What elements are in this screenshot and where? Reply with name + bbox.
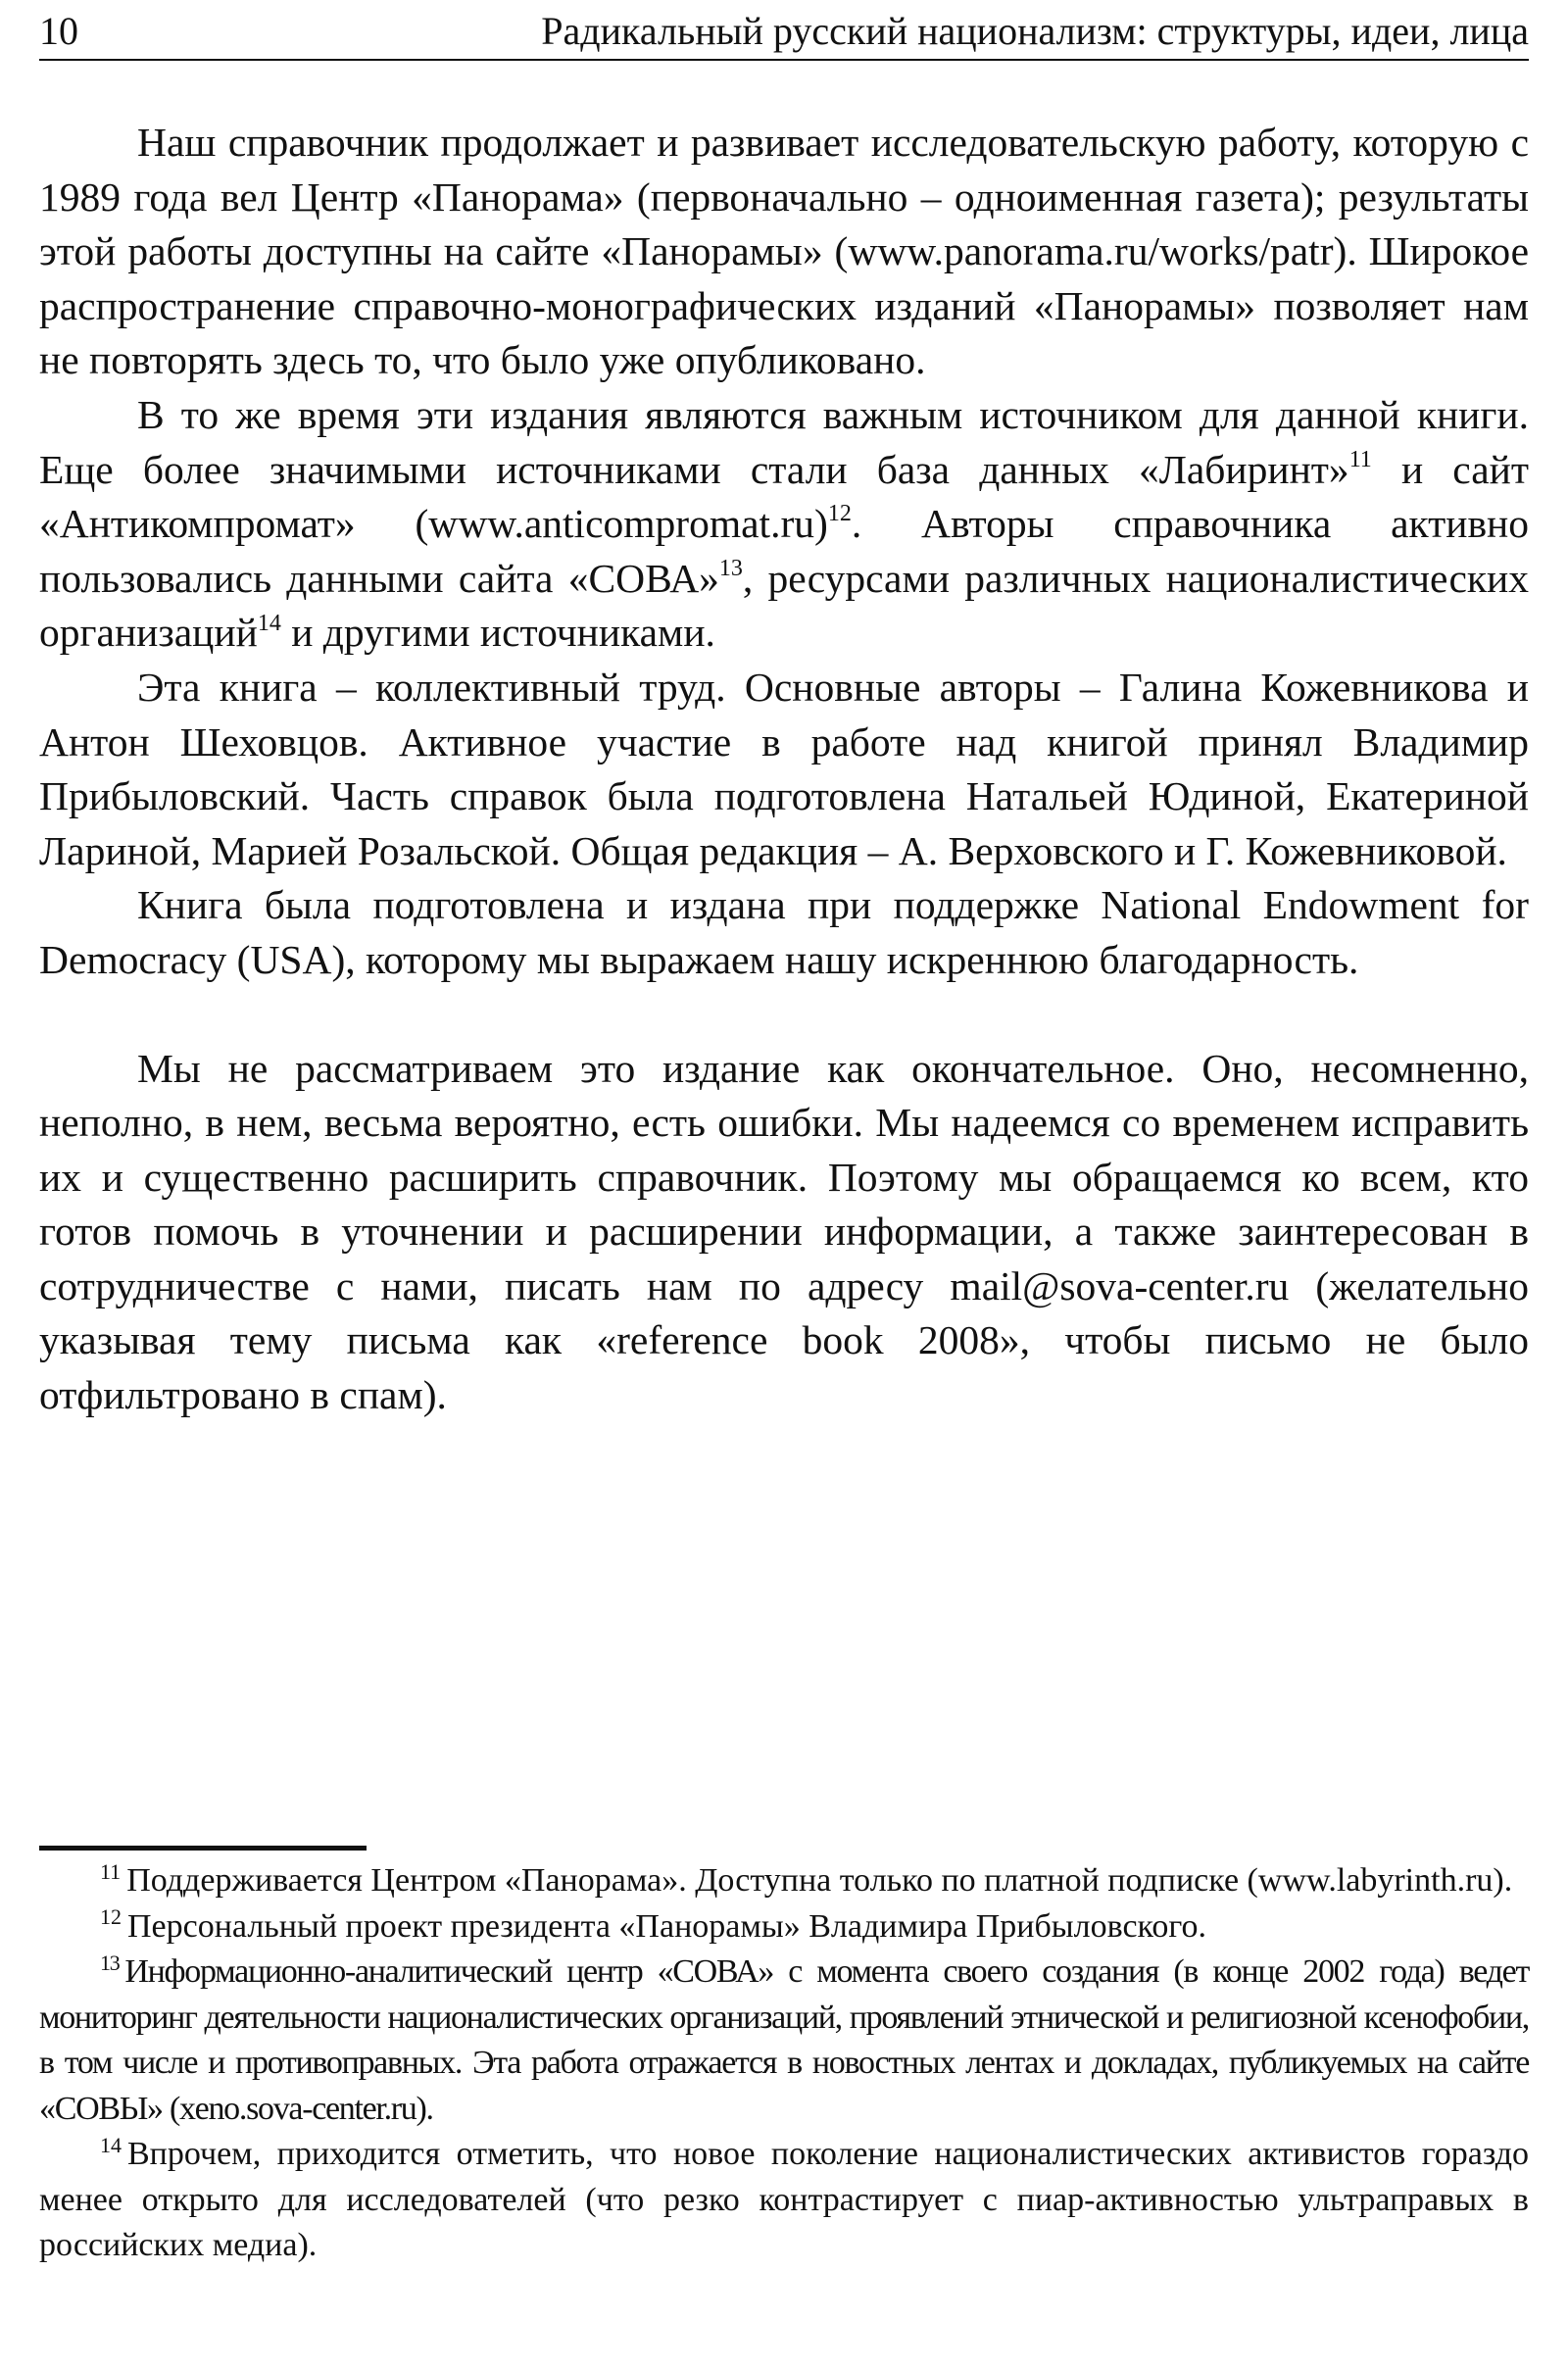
running-title: Радикальный русский национализм: структуры, идеи, лица <box>541 9 1529 53</box>
footnote-mark: 14 <box>100 2132 122 2157</box>
paragraph-2-part-a: В то же время эти издания являются важным источником для данной книги. Еще более значимыми источниками стали база данных «Лабиринт» <box>39 391 1529 492</box>
book-page <box>39 0 1529 2370</box>
footnote-text: Информационно-аналитический центр «СОВА» с момента своего создания (в конце 2002 года) ведет мониторинг деятельности националистических организаций, проявлений этнической и религиозной ксенофобии, в том числе и противоправных. Эта работа отражается в новостных лентах и докладах, публикуемых на сайте «СОВЫ» (xeno.sova-center.ru). <box>39 1953 1529 2127</box>
footnote-ref-13[interactable]: 13 <box>718 555 743 581</box>
footnote-text: Впрочем, приходится отметить, что новое поколение националистических активистов гораздо менее открыто для исследователей (что резко контрастирует с пиар-активностью ультраправых в российских медиа). <box>39 2136 1529 2263</box>
paragraph-2 <box>39 388 1529 661</box>
footnote-mark: 11 <box>100 1858 122 1884</box>
footnote-ref-11[interactable]: 11 <box>1348 446 1372 472</box>
paragraph-2-part-b: и сайт «Антикомпромат» (www.anticompromat.ru) <box>39 446 1529 547</box>
paragraph-2-part-c: . Авторы справочника активно пользовались данными сайта «СОВА» <box>39 501 1529 601</box>
paragraph-3: Эта книга – коллективный труд. Основные авторы – Галина Кожевникова и Антон Шеховцов. Активное участие в работе над книгой принял Владимир Прибыловский. Часть справок была подготовлена Натальей Юдиной, Екатериной Лариной, Марией Розальской. Общая редакция – А. Верховского и Г. Кожевниковой. <box>39 664 1529 873</box>
paragraph-2-part-e: и другими источниками. <box>280 610 715 656</box>
page-number: 10 <box>39 9 78 53</box>
footnote-text: Персональный проект президента «Панорамы» Владимира Прибыловского. <box>127 1907 1206 1945</box>
footnote-mark: 13 <box>100 1950 120 1975</box>
footnotes <box>39 1858 1529 2269</box>
footnote-mark: 12 <box>100 1904 122 1930</box>
footnote-ref-12[interactable]: 12 <box>827 501 852 527</box>
running-head <box>39 4 1529 61</box>
footnote-11 <box>39 1858 1529 1904</box>
main-text <box>39 116 1529 1423</box>
footnote-text: Поддерживается Центром «Панорама». Доступна только по платной подписке (www.labyrinth.ru). <box>126 1862 1513 1899</box>
paragraph-5: Мы не рассматриваем это издание как окончательное. Оно, несомненно, неполно, в нем, весьма вероятно, есть ошибки. Мы надеемся со временем исправить их и существенно расширить справочник. Поэтому мы обращаемся ко всем, кто готов помочь в уточнении и расширении информации, а также заинтересован в сотрудничестве с нами, писать нам по адресу mail@sova-center.ru (желательно указывая тему письма как «reference book 2008», чтобы письмо не было отфильтровано в спам). <box>39 1045 1529 1418</box>
paragraph-1: Наш справочник продолжает и развивает исследовательскую работу, которую с 1989 года вел Центр «Панорама» (первоначально – одноименная газета); результаты этой работы доступны на сайте «Панорамы» (www.panorama.ru/works/patr). Широкое распространение справочно-монографических изданий «Панорамы» позволяет нам не повторять здесь то, что было уже опубликовано. <box>39 120 1529 383</box>
paragraph-4: Книга была подготовлена и издана при поддержке National Endowment for Democracy (USA), которому мы выражаем нашу искреннюю благодарность. <box>39 882 1529 982</box>
footnote-12 <box>39 1904 1529 1950</box>
footnote-divider <box>39 1846 367 1851</box>
footnote-14 <box>39 2132 1529 2269</box>
paragraph-2-part-d: , ресурсами различных националистических организаций <box>39 555 1529 656</box>
footnote-ref-14[interactable]: 14 <box>257 610 281 636</box>
footnote-13 <box>39 1950 1529 2132</box>
